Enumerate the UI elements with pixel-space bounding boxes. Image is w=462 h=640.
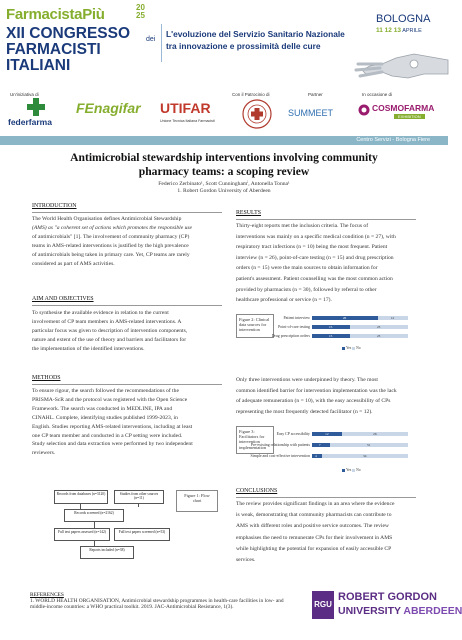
federfarma-logo <box>8 98 66 128</box>
legend-label: No <box>356 468 361 472</box>
congress-line3: ITALIANI <box>6 57 71 74</box>
text-line: particular focus was given to description of intervention components, <box>32 327 188 334</box>
bar-value-label: 26 <box>342 316 347 321</box>
flow-chart-caption <box>176 490 218 512</box>
text-line: AMS with different roles and positive service outcomes. The review <box>236 523 389 530</box>
federfarma-cross-icon <box>26 98 46 116</box>
bar-value-label: 15 <box>328 325 333 330</box>
text-line: To synthesise the available evidence in relation to the current <box>32 310 169 316</box>
text-line: Thirty-eight reports met the inclusion criteria. The focus of <box>236 223 369 229</box>
text-line: PRISMA-ScR and the protocol was registered with the Open Science <box>32 396 188 403</box>
category-label: Drug prescription orders <box>271 334 310 338</box>
text-line: representing the most frequently detected facilitator (n = 12). <box>236 408 373 415</box>
conclusions-rule <box>236 497 416 498</box>
figure3-caption-line1: Figure 3: <box>239 429 255 434</box>
poster-title <box>20 151 428 179</box>
rgu-line1: ROBERT GORDON <box>338 591 437 603</box>
figure2-caption-line2: data sources for <box>239 322 267 328</box>
text-line: Study selection and data extraction were performed by two independent <box>32 441 193 448</box>
figure2-chart <box>236 312 418 358</box>
references <box>30 592 298 611</box>
congress-title <box>6 26 130 74</box>
brand-year-bottom: 25 <box>136 11 145 20</box>
bar-value-label: 23 <box>376 334 381 339</box>
text-line: while highlighting the potential for expansion of easily accessible CP <box>236 545 392 552</box>
bar-value-label: 15 <box>328 334 333 339</box>
bar-value-label: 31 <box>366 443 371 448</box>
figure3-caption-line4: implementation <box>239 444 266 450</box>
text-line: respiratory tract infections (n = 10) being the most frequent. Patient <box>236 244 388 251</box>
methods-rule <box>32 384 222 385</box>
author-affiliation: 1. Robert Gordon University of Aberdeen <box>177 188 271 194</box>
text-line: of antimicrobials" [1]. The involvement of community pharmacy (CP) <box>32 233 190 240</box>
congress-line2: FARMACISTI <box>6 41 101 58</box>
title-line2: pharmacy teams: a scoping review <box>138 165 310 178</box>
text-line: is weak, demonstrating that community pharmacists can contribute to <box>236 512 392 519</box>
text-line: involvement of CP team members in AMS-related interventions. A <box>32 318 182 325</box>
title-line1: Antimicrobial stewardship interventions involving community <box>70 151 378 164</box>
tagline-line2: tra innovazione e prossimità delle cure <box>166 41 321 51</box>
sponsor-logos <box>0 88 448 136</box>
brand-name: FarmacistaPiù <box>6 6 105 23</box>
flow-caption-line1: Figure 1: Flow <box>184 493 210 498</box>
flow-box-included: Reports included (n=38) <box>80 546 134 559</box>
text-line: Only three interventions were underpinned by theory. The most <box>236 377 378 383</box>
text-line: of antimicrobials being taken in primary care. Yet, CP teams are rarely <box>32 251 190 258</box>
text-line: services. <box>236 557 256 564</box>
event-month: APRILE <box>402 28 422 34</box>
aim-heading: AIM AND OBJECTIVES <box>32 296 94 302</box>
references-heading: REFERENCES <box>30 592 64 598</box>
text-line: English. Studies reporting AMS-related interventions, including at least <box>32 423 193 430</box>
flow-box-databases: Records from databases (n=3120) <box>54 490 108 504</box>
legend-swatch <box>342 469 345 472</box>
aim-rule <box>32 305 222 306</box>
text-line: interview (n = 26), point-of-care testing (n = 15) and drug prescription <box>236 254 394 261</box>
text-line: The review provides significant findings in an area where the evidence <box>236 501 395 507</box>
text-line: provided by pharmacists (n = 30), followed by referral to other <box>236 286 377 293</box>
text-line: patient's assessment. Patient counselling was the most common action <box>236 275 393 282</box>
fenagifar-logo: FEnagifar <box>76 100 141 116</box>
category-label: Point-of-care testing <box>278 325 310 329</box>
utifar-logo <box>160 100 224 128</box>
category-label: Pre-existing relationship with patients <box>250 443 310 447</box>
venue-text: Centro Servizi - Bologna Fiere <box>356 137 430 143</box>
introduction-heading: INTRODUCTION <box>32 203 77 209</box>
patronage-seal-icon <box>242 99 272 129</box>
rgu-university: UNIVERSITY <box>338 605 404 617</box>
text-line: The World Health Organisation defines Antimicrobial Stewardship <box>32 216 182 222</box>
legend-swatch <box>342 347 345 350</box>
legend-label: Yes <box>346 346 353 350</box>
figure3-caption-line2: Facilitators for <box>239 434 265 440</box>
venue-bar <box>0 136 448 145</box>
text-line: emphasises the need to remunerate CPs for their involvement in AMS <box>236 534 393 541</box>
results-text <box>236 221 418 306</box>
text-line: CINAHL. Complete, identifying studies published 1999-2023, in <box>32 414 178 421</box>
robot-hand-illustration <box>352 34 448 88</box>
bar-value-label: 23 <box>376 325 381 330</box>
text-line: healthcare professional or service (n = 17). <box>236 297 332 304</box>
rgu-logo <box>312 585 462 623</box>
federfarma-text: federfarma <box>8 117 52 127</box>
introduction-rule <box>32 212 222 213</box>
figure2-caption-line1: Figure 2: Clinical <box>239 317 270 322</box>
author-list: Federico Zerbinato¹, Scott Cunninghamⁱ, Antonella Tonna¹ <box>158 181 290 187</box>
bar-value-label: 26 <box>373 432 377 437</box>
category-label: Patient interview <box>283 316 310 320</box>
figure3-caption-line3: intervention <box>239 439 260 445</box>
text-line: To ensure rigour, the search followed the recommendations of the <box>32 388 179 394</box>
occasion-caption: In occasione di <box>362 92 393 97</box>
flow-box-screened: Records screened (n=2162) <box>64 509 124 522</box>
results-text-continued <box>236 375 418 417</box>
text-line: considered as part of AMS activities. <box>32 260 115 267</box>
congress-dei: dei <box>146 36 156 43</box>
cosmofarma-logo <box>358 102 442 124</box>
text-line: orders (n = 15) were the main sources to obtain information for <box>236 265 378 272</box>
bar-yes <box>312 454 322 458</box>
event-city: BOLOGNA <box>376 13 431 25</box>
aim-text <box>32 309 224 354</box>
category-label: Easy CP accessibility <box>276 432 310 436</box>
congress-tagline <box>166 28 356 52</box>
methods-text <box>32 387 224 458</box>
brand-year <box>136 4 145 20</box>
rgu-aberdeen: ABERDEEN <box>403 605 462 617</box>
utifar-subtext: Unione Tecnica Italiana Farmacisti <box>160 119 215 123</box>
legend-label: Yes <box>346 468 353 472</box>
bar-value-label: 34 <box>363 454 367 459</box>
text-line: the implementation of the identified interventions. <box>32 345 145 352</box>
flow-box-fulltext-assessed: Full text papers assessed (n=142) <box>54 528 110 541</box>
figure2-caption <box>236 314 274 338</box>
bar-value-label: 7 <box>318 443 321 448</box>
bar-value-label: 12 <box>325 432 329 437</box>
flow-box-fulltext-screened: Full text papers screened (n=53) <box>114 528 170 541</box>
cosmofarma-text: COSMOFARMA <box>372 103 435 113</box>
legend-swatch <box>352 347 355 350</box>
legend-swatch <box>352 469 355 472</box>
reference-line2: middle-income countries: a WHO practical toolkit. 2019. JAC-Antimicrobial Resistance, 1(3). <box>30 604 234 611</box>
flow-caption-line2: chart <box>192 498 202 504</box>
chart-legend <box>342 468 361 472</box>
rgu-line2 <box>338 605 462 617</box>
figure3-chart <box>236 424 418 480</box>
reference-line1: 1. WORLD HEALTH ORGANISATION, Antimicrobial stewardship programmes in health-care facilities in low- and <box>30 598 284 605</box>
patronage-caption: Con il Patrocinio di <box>232 92 270 97</box>
bar-value-label: 4 <box>315 454 317 459</box>
poster-authors <box>20 181 428 195</box>
figure2-caption-line3: intervention <box>239 327 260 333</box>
utifar-text: UTIFAR <box>160 100 211 116</box>
text-line: Framework. The search was conducted in MEDLINE, IPA and <box>32 405 173 412</box>
flow-box-other-sources: Studies from other sources (n=11) <box>114 490 164 504</box>
conclusions-text <box>236 499 418 566</box>
initiative-caption: Un'iniziativa di <box>10 92 39 97</box>
text-line: nature and extent of the use of theory and barriers and facilitators for <box>32 336 187 343</box>
bar-yes <box>312 443 330 447</box>
flow-connector <box>138 504 139 507</box>
event-dates <box>376 27 422 34</box>
summeet-logo: SUMMEET <box>288 108 333 118</box>
partner-caption: Partner <box>308 92 323 97</box>
figure3-caption <box>236 426 274 454</box>
congress-line1: XII CONGRESSO <box>6 25 131 42</box>
text-line: of adequate remuneration (n = 10), with the easy accessibility of CPs <box>236 398 391 405</box>
chart-legend <box>342 346 361 350</box>
results-heading: RESULTS <box>236 210 261 216</box>
congress-header <box>0 0 448 88</box>
methods-heading: METHODS <box>32 375 61 381</box>
tagline-line1: L'evoluzione del Servizio Sanitario Nazionale <box>166 29 345 39</box>
rgu-badge: RGU <box>312 591 334 619</box>
introduction-text <box>32 215 224 268</box>
text-line: reviewers. <box>32 450 56 457</box>
category-label: Simple and cost-effective intervention <box>250 454 310 458</box>
text-line: (AMS) as "a coherent set of actions which promotes the responsible use <box>32 224 193 231</box>
conclusions-heading: CONCLUSIONS <box>236 488 278 494</box>
text-line: common identified barrier for intervention implementation was the lack <box>236 387 397 394</box>
header-divider <box>161 24 162 62</box>
brand-year-top: 20 <box>136 3 145 12</box>
cosmofarma-mark-icon <box>358 104 370 116</box>
text-line: one CP team member and conducted in a CP setting were included. <box>32 432 183 439</box>
text-line: interventions was mainly on a specific medical condition (n = 27), with <box>236 233 396 240</box>
legend-label: No <box>356 346 361 350</box>
results-rule <box>236 219 416 220</box>
text-line: teams in AMS-related interventions is justified by the high prevalence <box>32 242 189 249</box>
event-days: 11 12 13 <box>376 27 401 34</box>
cosmofarma-subtext: EXHIBITION <box>394 114 425 119</box>
bar-value-label: 12 <box>390 316 395 321</box>
